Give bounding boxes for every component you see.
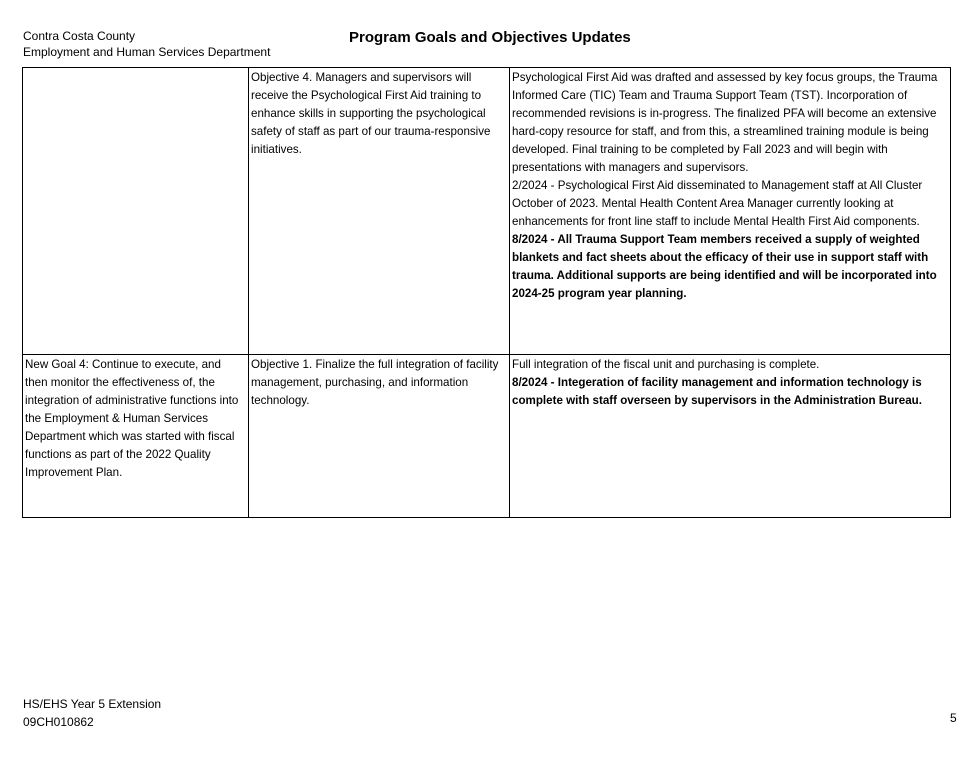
org-name: Contra Costa County xyxy=(23,29,136,43)
update-paragraph-bold: 8/2024 - All Trauma Support Team members received a supply of weighted blankets and fact sheets about the efficacy of their use in support staff with trauma. Additional supports are being identified and will be incorporated into 2024-25 program year planning. xyxy=(512,233,937,300)
updates-cell xyxy=(510,68,951,355)
table-row xyxy=(23,355,951,518)
objective-cell: Objective 1. Finalize the full integration of facility management, purchasing, and information technology. xyxy=(249,355,510,518)
department-name: Employment and Human Services Department xyxy=(23,45,271,59)
grant-number: 09CH010862 xyxy=(23,715,94,729)
objective-cell: Objective 4. Managers and supervisors will receive the Psychological First Aid training to enhance skills in supporting the psychological safety of staff as part of our trauma-responsive initiatives. xyxy=(249,68,510,355)
update-paragraph-bold: 8/2024 - Integeration of facility management and information technology is complete with staff overseen by supervisors in the Administration Bureau. xyxy=(512,376,922,407)
updates-cell xyxy=(510,355,951,518)
program-name: HS/EHS Year 5 Extension xyxy=(23,697,162,711)
organization-header xyxy=(23,28,270,60)
update-paragraph: 2/2024 - Psychological First Aid disseminated to Management staff at All Cluster October of 2023. Mental Health Content Area Manager currently looking at enhancements for front line staff to include Mental Health First Aid components. xyxy=(512,179,923,228)
page-number: 5 xyxy=(950,711,957,725)
update-paragraph: Full integration of the fiscal unit and purchasing is complete. xyxy=(512,358,820,371)
goal-cell xyxy=(23,68,249,355)
table-row xyxy=(23,68,951,355)
document-footer xyxy=(23,695,161,731)
update-paragraph: Psychological First Aid was drafted and assessed by key focus groups, the Trauma Informed Care (TIC) Team and Trauma Support Team (TST). Incorporation of recommended revisions is in-progress. The finalized PFA will become an extensive hard-copy resource for staff, and from this, a streamlined training module is being developed. Final training to be completed by Fall 2023 and will begin with presentations with managers and supervisors. xyxy=(512,71,938,174)
goals-table xyxy=(22,67,951,518)
goal-cell: New Goal 4: Continue to execute, and then monitor the effectiveness of, the integration of administrative functions into the Employment & Human Services Department which was started with fiscal functions as part of the 2022 Quality Improvement Plan. xyxy=(23,355,249,518)
page-title: Program Goals and Objectives Updates xyxy=(349,29,631,46)
